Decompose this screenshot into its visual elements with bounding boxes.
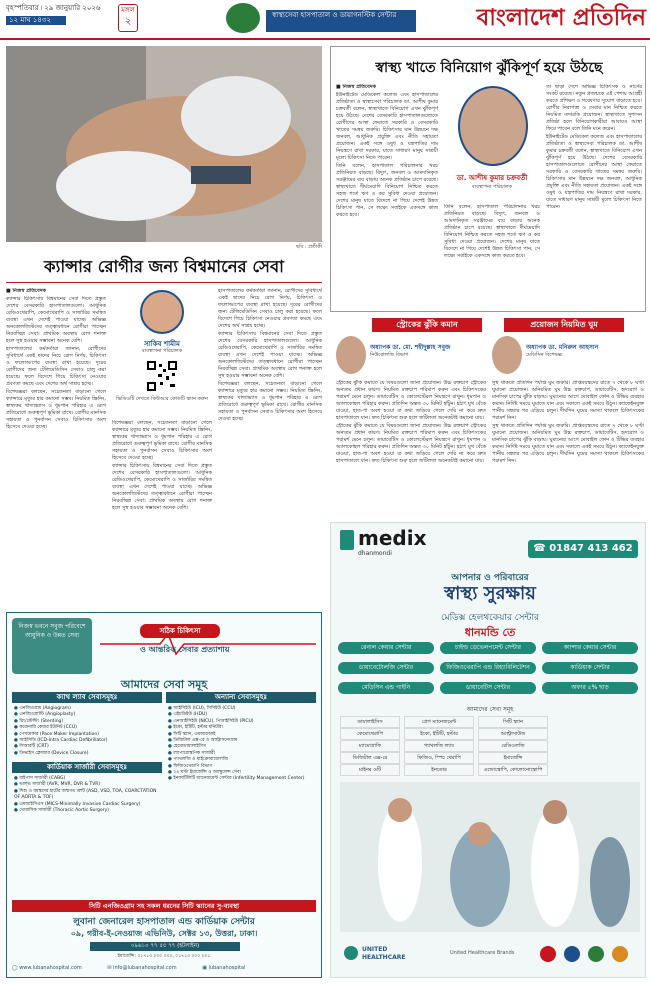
- list-item: ● ডিজিটাল এক্স-রে ও আল্ট্রাসনোগ্রাম: [168, 738, 316, 744]
- investment-col-2: [444, 204, 540, 306]
- header-bangla-date: ১২ মাঘ ১৪৩২: [6, 16, 66, 25]
- list-item: ● এনআইসিইউ (NICU), পিআইসিইউ (PICU): [168, 719, 316, 725]
- lubana-phones: ইমার্জেন্সি: ০১৭১৩ ০০০ ০০০, ০১৭১৩ ০০০ ০০১: [117, 954, 211, 959]
- medix-services-table: [340, 716, 640, 776]
- investment-col-1-text-2: তিনি বলেন, হাসপাতাল পরিচালনার খরচ প্রতিনিয়ত বাড়ছে। বিদ্যুৎ, জনবল ও আমদানিকৃত সরঞ্জামের ব্যয় বাড়ায় অনেক প্রতিষ্ঠান চাপে রয়েছে। স্বাস্থ্যখাতে দীর্ঘমেয়াদি বিনিয়োগ নিশ্চিত করতে সহজ শর্তে ঋণ ও কর সুবিধা দেওয়া প্রয়োজন। দেশের মানুষ যাতে বিদেশে না গিয়ে দেশেই উন্নত চিকিৎসা পান, সে লক্ষ্যে সবাইকে একসঙ্গে কাজ করতে হবে।: [336, 163, 438, 218]
- service-cell: ডিজিটাল এক্স-রে: [340, 752, 400, 764]
- service-cell: ইমার্জেন্সি: [478, 752, 548, 764]
- service-cell: কেমোথেরাপি: [340, 728, 400, 740]
- list-item: ● হেমোডায়ালাইসিস: [168, 744, 316, 750]
- investment-headline: স্বাস্থ্য খাতে বিনিয়োগ ঝুঁকিপূর্ণ হয়ে উঠছে: [375, 60, 603, 76]
- cancer-col-3-text: হাসপাতালের কর্মকর্তারা জানান, রোগীদের সুবিধার্থে একই ছাদের নিচে রোগ নির্ণয়, চিকিৎসা ও ফলোআপের ব্যবস্থা রাখা হয়েছে। দূরের রোগীদের জন্য টেলিমেডিসিন সেবাও চালু করা হয়েছে। ফলে বিদেশে গিয়ে চিকিৎসা নেওয়ার প্রবণতা কমছে এবং দেশের অর্থ সাশ্রয় হচ্ছে।: [218, 288, 322, 329]
- stroke-headline: স্ট্রোকের ঝুঁকি কমান: [372, 318, 482, 332]
- phone-icon: ☎: [533, 543, 546, 554]
- center-pill: ডায়াবেটিস সেন্টার: [440, 682, 536, 694]
- sleep-body: [492, 380, 644, 516]
- list-item: ● আইসিইউ (ICU), সিসিইউ (CCU): [168, 706, 316, 712]
- banner-line-2: ও আন্তরিক সেবার প্রত্যাশায়: [140, 645, 230, 654]
- lubana-hotline[interactable]: ০৯৬১০ ৭৭ ৫৫ ৭৭ (হটলাইন): [90, 942, 240, 951]
- medix-logo-icon: [340, 530, 354, 550]
- service-cell: সিটি স্ক্যান: [478, 716, 548, 728]
- list-item: ● ইকো, ইটিটি, হল্টার মনিটরিং: [168, 725, 316, 731]
- list-item: ● ফিজিওথেরাপি বিভাগ: [168, 764, 316, 770]
- medix-people-photo: [340, 782, 640, 932]
- other-list: [168, 706, 316, 783]
- sleep-person-role: মেডিসিন বিশেষজ্ঞ: [526, 352, 562, 358]
- stroke-person-role: নিউরোলজি বিভাগ: [370, 352, 409, 358]
- doctor-patient-illustration: [6, 46, 322, 242]
- cancer-person-role: ব্যবস্থাপনা পরিচালক: [141, 348, 183, 354]
- investment-person-name: ডা. আশীষ কুমার চক্রবর্তী: [456, 174, 528, 182]
- cath-title: ক্যাথ ল্যাব সেবাসমূহঃ: [12, 692, 162, 703]
- cancer-reporter: ■ নিজস্ব প্রতিবেদক: [6, 288, 46, 294]
- partner-logo-icon: [344, 946, 358, 960]
- article-photo: [6, 46, 322, 242]
- stroke-body-text: স্ট্রোকের ঝুঁকি কমাতে যে বিষয়গুলো জানা প্রয়োজন। উচ্চ রক্তচাপ স্ট্রোকের অন্যতম প্রধান কারণ। নিয়মিত রক্তচাপ পরিমাপ করুন এবং চিকিৎসকের পরামর্শ মেনে চলুন। ডায়াবেটিস ও কোলেস্টেরল নিয়ন্ত্রণে রাখুন। ধূমপান ও অ্যালকোহল পরিহার করুন। প্রতিদিন অন্তত ৩০ মিনিট হাঁটুন। হঠাৎ মুখ বেঁকে যাওয়া, হাত-পা অবশ হওয়া বা কথা জড়িয়ে গেলে দেরি না করে দ্রুত হাসপাতালে যান। দ্রুত চিকিৎসা শুরু হলে জটিলতা অনেকটাই কমানো যায়।: [336, 380, 486, 421]
- sleep-body-text-2: সুস্থ থাকতে প্রতিদিন পর্যাপ্ত ঘুম জরুরি। প্রাপ্তবয়স্কদের রাতে ৭ থেকে ৮ ঘণ্টা ঘুমানো প্রয়োজন। অনিয়মিত ঘুম উচ্চ রক্তচাপ, ডায়াবেটিস, হৃদরোগ ও মানসিক চাপের ঝুঁকি বাড়ায়। ঘুমানোর আগে মোবাইল ফোন ও টিভির ব্যবহার কমান। নির্দিষ্ট সময়ে ঘুমাতে যান এবং সকালে একই সময়ে উঠুন। ক্যাফেইনযুক্ত পানীয় সন্ধ্যার পর এড়িয়ে চলুন। দীর্ঘদিন ঘুমের সমস্যা থাকলে চিকিৎসকের পরামর্শ নিন।: [492, 423, 644, 464]
- sleep-body-text: সুস্থ থাকতে প্রতিদিন পর্যাপ্ত ঘুম জরুরি। প্রাপ্তবয়স্কদের রাতে ৭ থেকে ৮ ঘণ্টা ঘুমানো প্রয়োজন। অনিয়মিত ঘুম উচ্চ রক্তচাপ, ডায়াবেটিস, হৃদরোগ ও মানসিক চাপের ঝুঁকি বাড়ায়। ঘুমানোর আগে মোবাইল ফোন ও টিভির ব্যবহার কমান। নির্দিষ্ট সময়ে ঘুমাতে যান এবং সকালে একই সময়ে উঠুন। ক্যাফেইনযুক্ত পানীয় সন্ধ্যার পর এড়িয়ে চলুন। দীর্ঘদিন ঘুমের সমস্যা থাকলে চিকিৎসকের পরামর্শ নিন।: [492, 380, 644, 421]
- page-number: ২: [124, 16, 132, 27]
- service-cell: প্যাথলজি ল্যাব: [404, 740, 474, 752]
- stroke-person-name: অধ্যাপক ডা. মো. শহীদুল্লাহ সবুজ: [370, 344, 451, 351]
- medix-phone-number: 01847 413 462: [549, 543, 633, 554]
- section-strip: স্বাস্থ্যসেবা হাসপাতাল ও ডায়াগনস্টিক সেন্টার: [266, 10, 416, 32]
- avatar: [140, 290, 184, 334]
- medix-services-caption: আমাদের সেবা সমূহ: [466, 706, 514, 713]
- medix-tagline-2: স্বাস্থ্য সুরক্ষায়: [444, 583, 536, 604]
- lubana-address: ০৯, গরীব-ই-নেওয়াজ এভিনিউ, সেক্টর ১৩, উত্তরা, ঢাকা।: [70, 929, 258, 938]
- lubana-hospital-name: লুবানা জেনারেল হাসপাতাল এন্ড কার্ডিয়াক সেন্টার: [73, 917, 255, 927]
- cancer-person-box: [112, 288, 212, 416]
- service-cell: এন্ডোস্কোপি, কোলোনোস্কোপি: [478, 764, 548, 776]
- service-cell: ডায়ালাইসিস: [340, 716, 400, 728]
- page-number-badge: [118, 4, 138, 32]
- lubana-services-title: আমাদের সেবা সমূহ: [120, 678, 208, 691]
- investment-col-1-text: ইউনাইটেড মেডিকেল কলেজ এবং হাসপাতালের প্রতিষ্ঠাতা ও স্বাস্থ্যসেবা পরিচালক ডা. আশীষ কুমার চক্রবর্তী বলেন, স্বাস্থ্যখাতে বিনিয়োগ এখন ঝুঁকিপূর্ণ হয়ে উঠছে। দেশের বেসরকারি হাসপাতালগুলোতে রোগীদের আস্থা ফেরাতে সরকারি ও বেসরকারি খাতের সমন্বয় জরুরি। চিকিৎসার মান উন্নয়নে দক্ষ জনবল, আধুনিক প্রযুক্তি এবং নীতি সহায়তা প্রয়োজন। একই সঙ্গে ওষুধ ও যন্ত্রপাতির দাম নিয়ন্ত্রণে রাখা দরকার, যাতে সাধারণ মানুষ সাশ্রয়ী মূল্যে চিকিৎসা নিতে পারেন।: [336, 92, 438, 161]
- medix-brand: medix: [358, 526, 427, 550]
- list-item: ● থোরাসিক সার্জারী (Thoracic Aortic Surgery): [14, 808, 162, 814]
- service-cell: মাইনর ওটি: [340, 764, 400, 776]
- photo-caption: ছবি : প্রতীকী: [296, 244, 322, 250]
- center-pill: ক্যান্সার কেয়ার সেন্টার: [542, 642, 638, 654]
- stroke-body-text-2: স্ট্রোকের ঝুঁকি কমাতে যে বিষয়গুলো জানা প্রয়োজন। উচ্চ রক্তচাপ স্ট্রোকের অন্যতম প্রধান কারণ। নিয়মিত রক্তচাপ পরিমাপ করুন এবং চিকিৎসকের পরামর্শ মেনে চলুন। ডায়াবেটিস ও কোলেস্টেরল নিয়ন্ত্রণে রাখুন। ধূমপান ও অ্যালকোহল পরিহার করুন। প্রতিদিন অন্তত ৩০ মিনিট হাঁটুন। হঠাৎ মুখ বেঁকে যাওয়া, হাত-পা অবশ হওয়া বা কথা জড়িয়ে গেলে দেরি না করে দ্রুত হাসপাতালে যান। দ্রুত চিকিৎসা শুরু হলে জটিলতা অনেকটাই কমানো যায়।: [336, 423, 486, 464]
- lubana-facebook[interactable]: lubanahospital: [208, 965, 246, 971]
- page-label: মঙ্গল: [121, 6, 135, 14]
- list-item: ● বাইপাস সার্জারী (CABG): [14, 776, 162, 782]
- center-pill: কার্ডিয়াক সেন্টার: [542, 662, 638, 674]
- avatar: [492, 336, 522, 374]
- lubana-contact-row: [12, 962, 316, 974]
- sleep-person-name: অধ্যাপক ডা. মনিরুল আহসান: [526, 344, 599, 351]
- partner-logo-icon: [612, 946, 628, 962]
- section-logo-icon: [226, 3, 260, 33]
- sleep-headline: প্রয়োজন নিয়মিত ঘুম: [504, 318, 624, 332]
- email-icon: ✉: [107, 965, 112, 971]
- list-item: ● আইসিডি (ICD-Intra Cardiac Defibrillator): [14, 738, 162, 744]
- cancer-col-1-text: ক্যান্সার চিকিৎসায় বিশ্বমানের সেবা দিতে প্রস্তুত দেশের বেসরকারি হাসপাতালগুলো। আধুনিক রেডিওথেরাপি, কেমোথেরাপি ও সার্জারির সমন্বিত ব্যবস্থা এখন দেশেই পাওয়া যাচ্ছে। অভিজ্ঞ অনকোলজিস্টদের তত্ত্বাবধানে রোগীরা পাচ্ছেন নিরবচ্ছিন্ন সেবা। প্রাথমিক অবস্থায় রোগ শনাক্ত হলে সুস্থ হওয়ার সম্ভাবনা অনেক বেশি।: [6, 296, 106, 344]
- lubana-banner: [100, 624, 316, 664]
- web-icon: ◯: [12, 965, 18, 971]
- medix-tagline-3: মেডিক্স হেলথকেয়ার সেন্টার: [440, 613, 540, 623]
- lubana-slogan: নিজস্ব ভবনে সবুজ পরিবেশে আধুনিক ও উন্নত সেবা: [12, 618, 92, 674]
- list-item: ● শিশু ও বয়স্কদের হার্টের জন্মগত ত্রুটি (ASD, VSD, TOA, COARCTATION OF AORTA & TOF): [14, 789, 162, 802]
- cancer-col-3-text-2: ক্যান্সার চিকিৎসায় বিশ্বমানের সেবা দিতে প্রস্তুত দেশের বেসরকারি হাসপাতালগুলো। আধুনিক রেডিওথেরাপি, কেমোথেরাপি ও সার্জারির সমন্বিত ব্যবস্থা এখন দেশেই পাওয়া যাচ্ছে। অভিজ্ঞ অনকোলজিস্টদের তত্ত্বাবধানে রোগীরা পাচ্ছেন নিরবচ্ছিন্ন সেবা। প্রাথমিক অবস্থায় রোগ শনাক্ত হলে সুস্থ হওয়ার সম্ভাবনা অনেক বেশি।: [218, 331, 322, 379]
- headline-divider: [6, 282, 322, 283]
- service-cell: আল্ট্রাসাউন্ড: [478, 728, 548, 740]
- avatar: [458, 86, 528, 166]
- cancer-col-3: [218, 288, 322, 606]
- qr-caption: ভিডিওটি দেখতে কিউআর কোডটি স্ক্যান করুন: [116, 396, 208, 402]
- cancer-col-2: [112, 420, 212, 606]
- service-cell: ইনডোর: [404, 764, 474, 776]
- list-item: ● ইনফার্টিলিটি ম্যানেজমেন্ট সেন্টার (Infertility Management Center): [168, 776, 316, 782]
- center-pill: মেডিসিন এন্ড গাইনি: [338, 682, 434, 694]
- center-pill: অফার ৫% ছাড়: [542, 682, 638, 694]
- medix-partners-row: [340, 938, 640, 972]
- list-item: ● সিটি স্ক্যান, এমআরআই: [168, 732, 316, 738]
- partner-logo-icon: [588, 946, 604, 962]
- partner-logo-icon: [540, 946, 556, 962]
- list-item: ● ২৪ ঘণ্টা ইমার্জেন্সি ও অ্যাম্বুলেন্স সেবা: [168, 770, 316, 776]
- service-cell: ম্যামোগ্রাফি: [340, 740, 400, 752]
- service-cell: ফিজিও, স্পিচ থেরাপি: [404, 752, 474, 764]
- list-item: ● ভাল্‌ভ সার্জারী (AVR, MVR, DVR & TVR): [14, 782, 162, 788]
- medix-phone[interactable]: [528, 540, 638, 558]
- list-item: ● করোনারি কেয়ার ইউনিট (CCU): [14, 725, 162, 731]
- service-cell: ইকো, ইটিটি, হল্টার: [404, 728, 474, 740]
- cardiac-list: [14, 776, 162, 814]
- center-pill: চাইল্ড ডেভেলপমেন্ট সেন্টার: [440, 642, 536, 654]
- service-cell: প্রেগ ম্যানেজমেন্ট: [404, 716, 474, 728]
- center-pill: রেনাল কেয়ার সেন্টার: [338, 642, 434, 654]
- list-item: ● পেসমেকার (Pace Maker Implantation): [14, 732, 162, 738]
- cancer-person-name: সাকিব শামীম: [144, 340, 180, 348]
- list-item: ● ডিভাইস ক্লোজার (Device Closure): [14, 751, 162, 757]
- investment-col-3-text: তা ছাড়া দেশে অভিজ্ঞ চিকিৎসক ও নার্সের সংকট রয়েছে। নতুন প্রজন্মকে এই পেশায় আগ্রহী করতে প্রশিক্ষণ ও গবেষণার সুযোগ বাড়াতে হবে। রোগীর নিরাপত্তা ও সেবার মান নিশ্চিত করতে নিয়মিত তদারকি প্রয়োজন। স্বাস্থ্যখাতে সুশাসন প্রতিষ্ঠা হলে বিনিয়োগকারীরা আবারও আস্থা ফিরে পাবেন বলে তিনি মনে করেন।: [546, 84, 642, 132]
- banner-line-1: সঠিক চিকিৎসা: [140, 624, 220, 638]
- lubana-website[interactable]: www.lubanahospital.com: [19, 965, 82, 971]
- list-item: ● রিং/স্টেন্টিং (Stenting): [14, 719, 162, 725]
- list-item: ● সিআরটি (CRT): [14, 744, 162, 750]
- cancer-col-2-text-2: ক্যান্সার চিকিৎসায় বিশ্বমানের সেবা দিতে প্রস্তুত দেশের বেসরকারি হাসপাতালগুলো। আধুনিক রেডিওথেরাপি, কেমোথেরাপি ও সার্জারির সমন্বিত ব্যবস্থা এখন দেশেই পাওয়া যাচ্ছে। অভিজ্ঞ অনকোলজিস্টদের তত্ত্বাবধানে রোগীরা পাচ্ছেন নিরবচ্ছিন্ন সেবা। প্রাথমিক অবস্থায় রোগ শনাক্ত হলে সুস্থ হওয়ার সম্ভাবনা অনেক বেশি।: [112, 463, 212, 511]
- medix-location: ধানমন্ডি তে: [464, 626, 516, 639]
- investment-person-role: ব্যবস্থাপনা পরিচালক: [471, 184, 513, 190]
- cancer-col-1-text-3: বিশেষজ্ঞরা বলছেন, সচেতনতা বাড়ানো গেলে ক্যান্সারে মৃত্যুর হার কমানো সম্ভব। নিয়মিত স্ক্রিনিং, স্বাস্থ্যকর খাদ্যাভ্যাস ও ধূমপান পরিহার এ রোগ প্রতিরোধে গুরুত্বপূর্ণ ভূমিকা রাখে। রোগীর মানসিক সহায়তা ও পুনর্বাসন সেবাও চিকিৎসার অংশ হিসেবে দেওয়া হচ্ছে।: [6, 389, 106, 430]
- medical-staff-illustration: [340, 782, 640, 932]
- cancer-headline: ক্যান্সার রোগীর জন্য বিশ্বমানের সেবা: [44, 257, 284, 276]
- partner-name-1: UNITED HEALTHCARE: [362, 946, 406, 961]
- cancer-col-2-text: বিশেষজ্ঞরা বলছেন, সচেতনতা বাড়ানো গেলে ক্যান্সারে মৃত্যুর হার কমানো সম্ভব। নিয়মিত স্ক্রিনিং, স্বাস্থ্যকর খাদ্যাভ্যাস ও ধূমপান পরিহার এ রোগ প্রতিরোধে গুরুত্বপূর্ণ ভূমিকা রাখে। রোগীর মানসিক সহায়তা ও পুনর্বাসন সেবাও চিকিৎসার অংশ হিসেবে দেওয়া হচ্ছে।: [112, 420, 212, 461]
- medix-tagline-1: আপনার ও পরিবারের: [451, 573, 529, 583]
- cardiac-title: কার্ডিয়াক সার্জারী সেবাসমূহঃ: [12, 762, 162, 773]
- partner-name-2: United Healthcare Brands: [450, 950, 515, 956]
- page-header: [0, 0, 650, 40]
- center-pill: ফিজিওথেরাপি এন্ড রিহ্যাবিলিটেশন: [440, 662, 536, 674]
- investment-col-2-text: তিনি বলেন, হাসপাতাল পরিচালনার খরচ প্রতিনিয়ত বাড়ছে। বিদ্যুৎ, জনবল ও আমদানিকৃত সরঞ্জামের ব্যয় বাড়ায় অনেক প্রতিষ্ঠান চাপে রয়েছে। স্বাস্থ্যখাতে দীর্ঘমেয়াদি বিনিয়োগ নিশ্চিত করতে সহজ শর্তে ঋণ ও কর সুবিধা দেওয়া প্রয়োজন। দেশের মানুষ যাতে বিদেশে না গিয়ে দেশেই উন্নত চিকিৎসা পান, সে লক্ষ্যে সবাইকে একসঙ্গে কাজ করতে হবে।: [444, 204, 540, 259]
- investment-col-3-text-2: ইউনাইটেড মেডিকেল কলেজ এবং হাসপাতালের প্রতিষ্ঠাতা ও স্বাস্থ্যসেবা পরিচালক ডা. আশীষ কুমার চক্রবর্তী বলেন, স্বাস্থ্যখাতে বিনিয়োগ এখন ঝুঁকিপূর্ণ হয়ে উঠছে। দেশের বেসরকারি হাসপাতালগুলোতে রোগীদের আস্থা ফেরাতে সরকারি ও বেসরকারি খাতের সমন্বয় জরুরি। চিকিৎসার মান উন্নয়নে দক্ষ জনবল, আধুনিক প্রযুক্তি এবং নীতি সহায়তা প্রয়োজন। একই সঙ্গে ওষুধ ও যন্ত্রপাতির দাম নিয়ন্ত্রণে রাখা দরকার, যাতে সাধারণ মানুষ সাশ্রয়ী মূল্যে চিকিৎসা নিতে পারেন।: [546, 134, 642, 210]
- newspaper-brand: বাংলাদেশ প্রতিদিন: [476, 4, 646, 31]
- list-item: ● প্যাথলজি ও মাইক্রোবায়োলজি: [168, 757, 316, 763]
- investment-col-3: [546, 84, 642, 306]
- investment-reporter: ■ নিজস্ব প্রতিবেদক: [336, 84, 376, 90]
- cancer-col-1-text-2: হাসপাতালের কর্মকর্তারা জানান, রোগীদের সুবিধার্থে একই ছাদের নিচে রোগ নির্ণয়, চিকিৎসা ও ফলোআপের ব্যবস্থা রাখা হয়েছে। দূরের রোগীদের জন্য টেলিমেডিসিন সেবাও চালু করা হয়েছে। ফলে বিদেশে গিয়ে চিকিৎসা নেওয়ার প্রবণতা কমছে এবং দেশের অর্থ সাশ্রয় হচ্ছে।: [6, 346, 106, 387]
- service-cell: রেডিওলজি: [478, 740, 548, 752]
- avatar: [336, 336, 366, 374]
- list-item: ● এনজিওগ্রাম (Angiogram): [14, 706, 162, 712]
- stroke-body: [336, 380, 486, 516]
- list-item: ● এনজিওপ্লাস্টি (Angioplasty): [14, 712, 162, 718]
- qr-code-icon[interactable]: [146, 360, 178, 392]
- header-date: বৃহস্পতিবার ৷ ২৯ জানুয়ারি ২০২৬: [6, 4, 101, 12]
- facebook-icon: ▣: [202, 965, 207, 971]
- medix-brand-sub: dhanmondi: [358, 550, 392, 557]
- center-pill: ডায়াবেটোলজি সেন্টার: [338, 662, 434, 674]
- lubana-bottom-banner: সিটি এনজিওগ্রাম সহ সকল ধরনের সিটি স্ক্যানের সু-ব্যবস্থা: [12, 900, 316, 912]
- list-item: ● ল্যাপারোস্কপিক সার্জারী: [168, 751, 316, 757]
- list-item: ● এইচডিইউ (HDU): [168, 712, 316, 718]
- list-item: ● এমআইসিএস (MICS-Minimally Invasive Cardiac Surgery): [14, 802, 162, 808]
- investment-col-1: [336, 92, 438, 306]
- cancer-col-3-text-3: বিশেষজ্ঞরা বলছেন, সচেতনতা বাড়ানো গেলে ক্যান্সারে মৃত্যুর হার কমানো সম্ভব। নিয়মিত স্ক্রিনিং, স্বাস্থ্যকর খাদ্যাভ্যাস ও ধূমপান পরিহার এ রোগ প্রতিরোধে গুরুত্বপূর্ণ ভূমিকা রাখে। রোগীর মানসিক সহায়তা ও পুনর্বাসন সেবাও চিকিৎসার অংশ হিসেবে দেওয়া হচ্ছে।: [218, 381, 322, 422]
- other-title: অন্যান্য সেবাসমূহঃ: [166, 692, 316, 703]
- cath-list: [14, 706, 162, 757]
- lubana-email[interactable]: info@lubanahospital.com: [113, 965, 177, 971]
- partner-logo-icon: [564, 946, 580, 962]
- investment-person-box: [444, 84, 540, 194]
- cancer-col-1: [6, 296, 106, 606]
